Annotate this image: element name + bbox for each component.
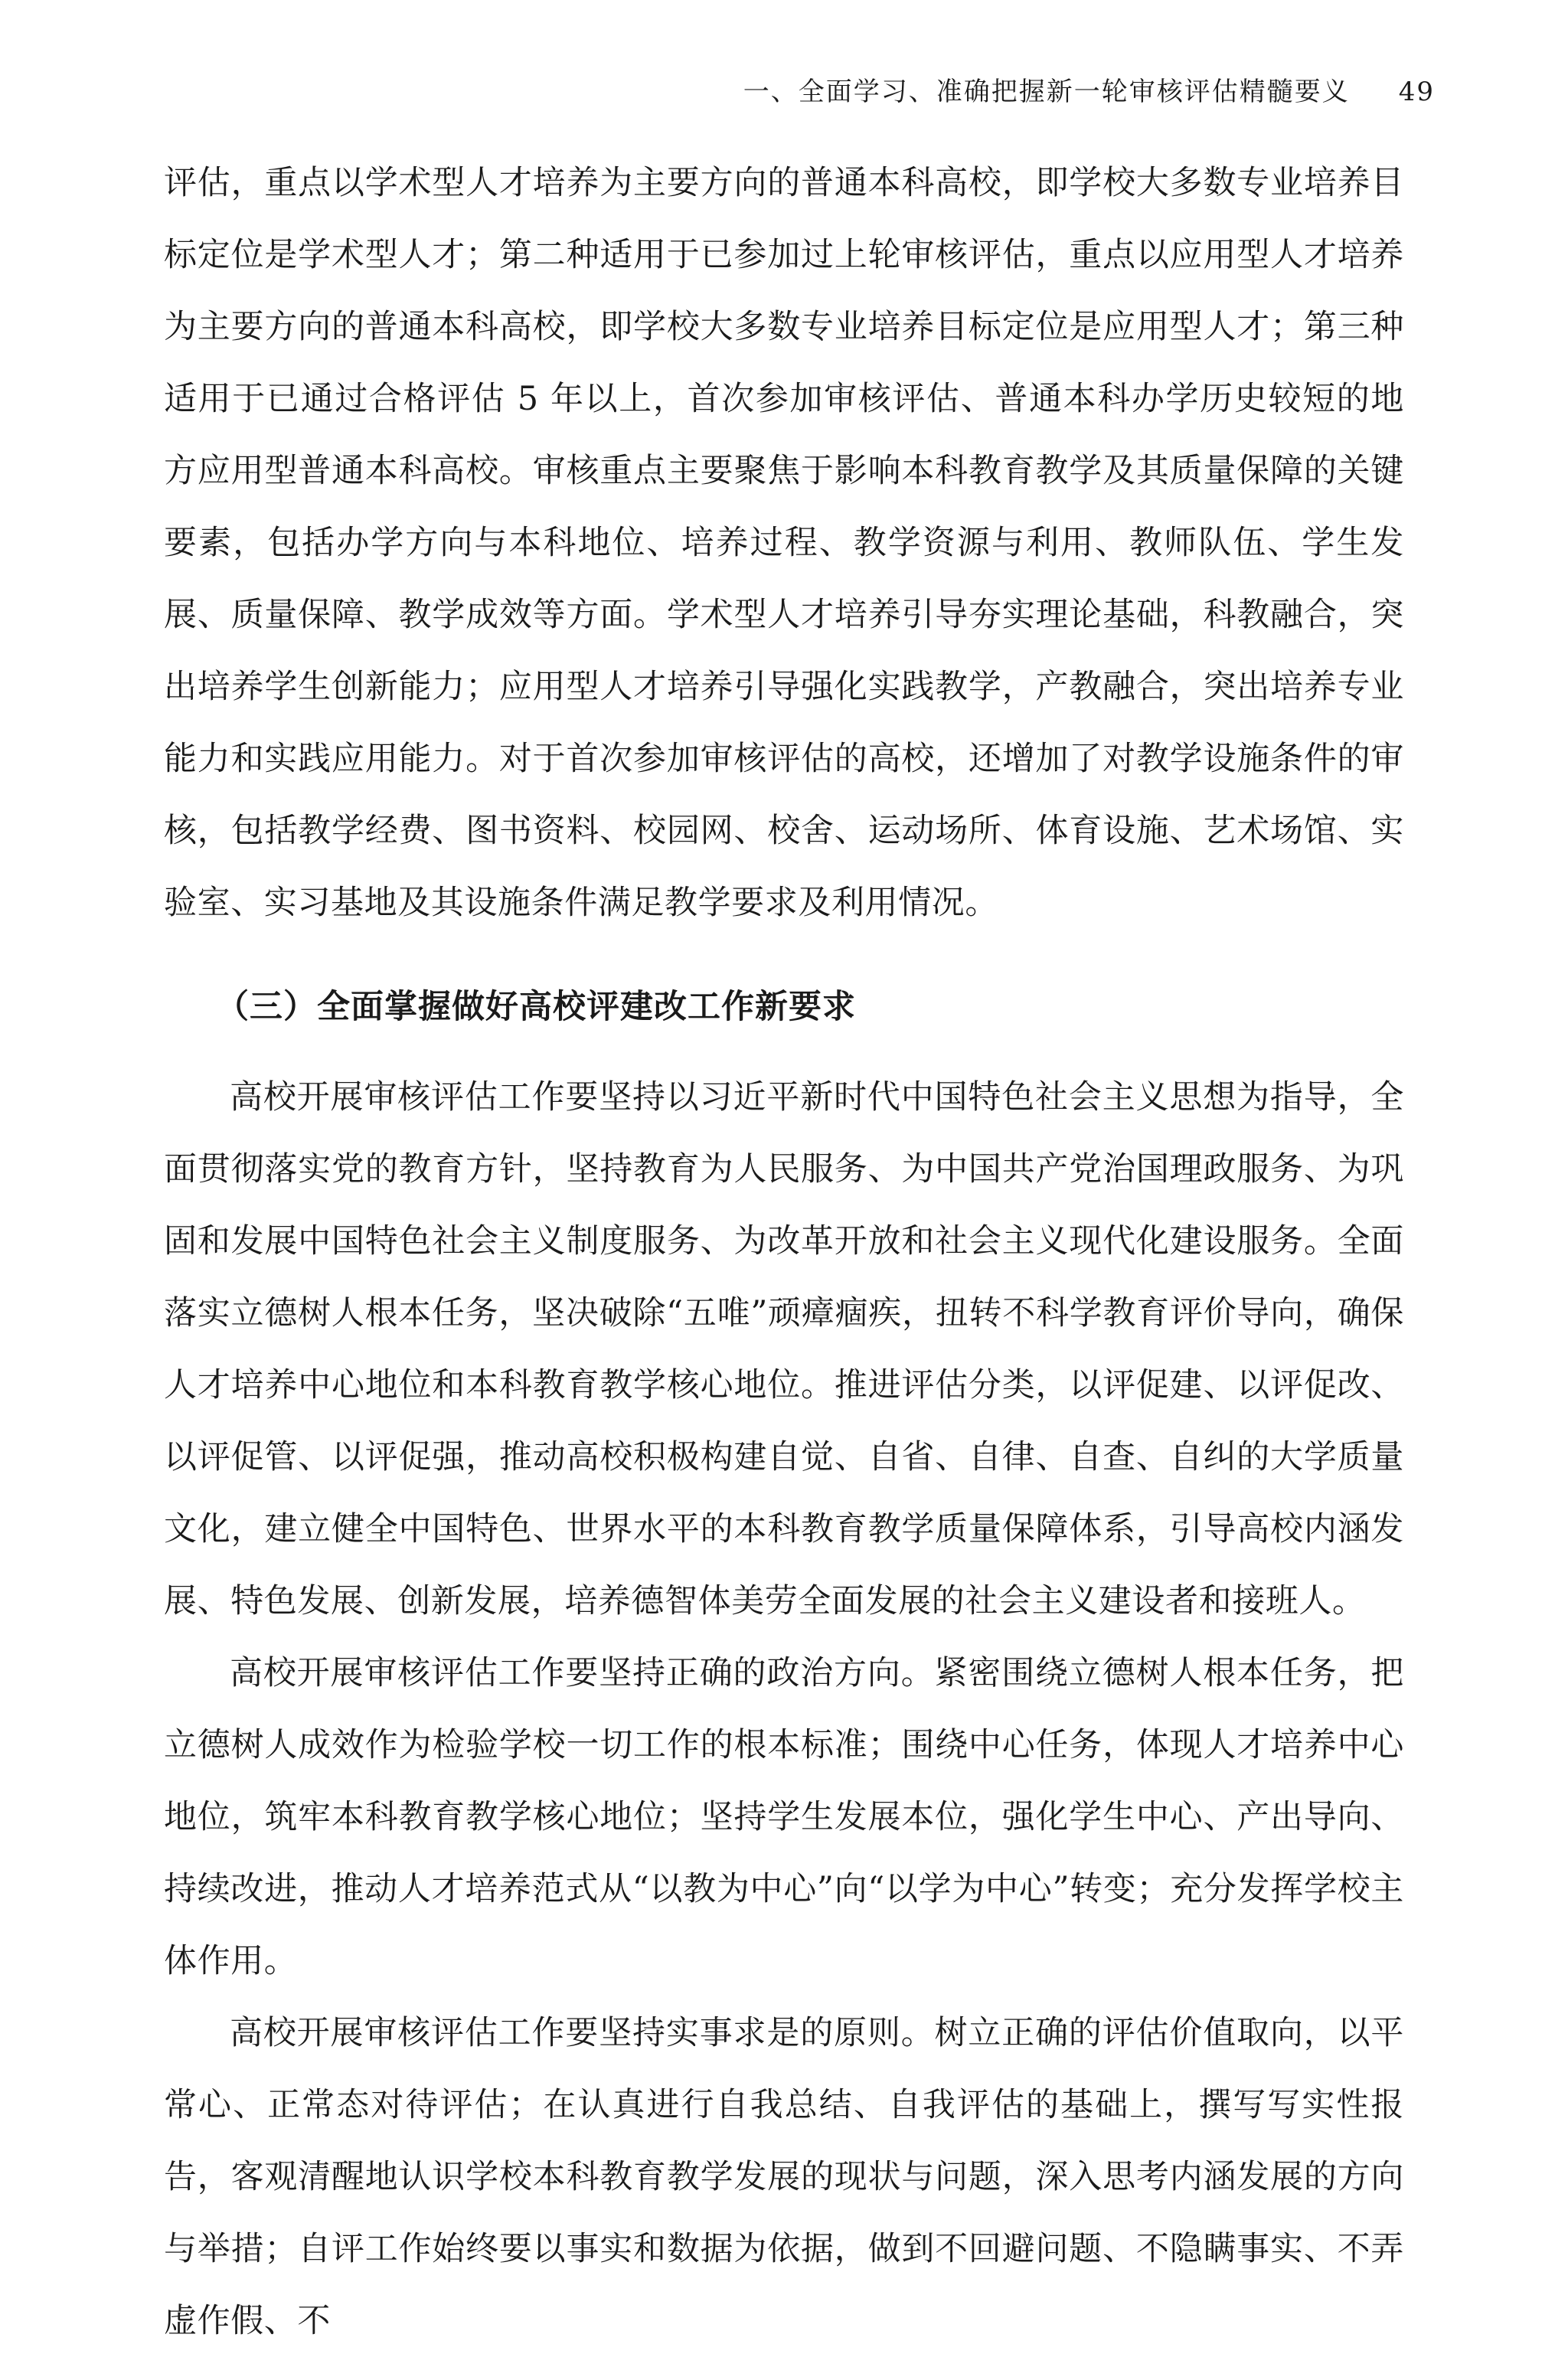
page-body	[164, 147, 1404, 2357]
running-header	[743, 70, 1435, 108]
page-number: 49	[1398, 77, 1435, 107]
intro-paragraph: 评估，重点以学术型人才培养为主要方向的普通本科高校，即学校大多数专业培养目标定位是学术型人才；第二种适用于已参加过上轮审核评估，重点以应用型人才培养为主要方向的普通本科高校，即学校大多数专业培养目标定位是应用型人才；第三种适用于已通过合格评估 5 年以上，首次参加审核评估、普通本科办学历史较短的地方应用型普通本科高校。审核重点主要聚焦于影响本科教育教学及其质量保障的关键要素，包括办学方向与本科地位、培养过程、教学资源与利用、教师队伍、学生发展、质量保障、教学成效等方面。学术型人才培养引导夯实理论基础，科教融合，突出培养学生创新能力；应用型人才培养引导强化实践教学，产教融合，突出培养专业能力和实践应用能力。对于首次参加审核评估的高校，还增加了对教学设施条件的审核，包括教学经费、图书资料、校园网、校舍、运动场所、体育设施、艺术场馆、实验室、实习基地及其设施条件满足教学要求及利用情况。	[164, 164, 1404, 922]
body-paragraph-2: 高校开展审核评估工作要坚持正确的政治方向。紧密围绕立德树人根本任务，把立德树人成效作为检验学校一切工作的根本标准；围绕中心任务，体现人才培养中心地位，筑牢本科教育教学核心地位；坚持学生发展本位，强化学生中心、产出导向、持续改进，推动人才培养范式从“以教为中心”向“以学为中心”转变；充分发挥学校主体作用。	[164, 1654, 1404, 1980]
body-paragraph-1: 高校开展审核评估工作要坚持以习近平新时代中国特色社会主义思想为指导，全面贯彻落实党的教育方针，坚持教育为人民服务、为中国共产党治国理政服务、为巩固和发展中国特色社会主义制度服务、为改革开放和社会主义现代化建设服务。全面落实立德树人根本任务，坚决破除“五唯”顽瘴痼疾，扭转不科学教育评价导向，确保人才培养中心地位和本科教育教学核心地位。推进评估分类，以评促建、以评促改、以评促管、以评促强，推动高校积极构建自觉、自省、自律、自查、自纠的大学质量文化，建立健全中国特色、世界水平的本科教育教学质量保障体系，引导高校内涵发展、特色发展、创新发展，培养德智体美劳全面发展的社会主义建设者和接班人。	[164, 1078, 1404, 1620]
section-heading: （三）全面掌握做好高校评建改工作新要求	[216, 988, 856, 1026]
body-paragraph-3: 高校开展审核评估工作要坚持实事求是的原则。树立正确的评估价值取向，以平常心、正常态对待评估；在认真进行自我总结、自我评估的基础上，撰写写实性报告，客观清醒地认识学校本科教育教学发展的现状与问题，深入思考内涵发展的方向与举措；自评工作始终要以事实和数据为依据，做到不回避问题、不隐瞒事实、不弄虚作假、不	[164, 2014, 1404, 2340]
chapter-title: 一、全面学习、准确把握新一轮审核评估精髓要义	[743, 77, 1350, 107]
